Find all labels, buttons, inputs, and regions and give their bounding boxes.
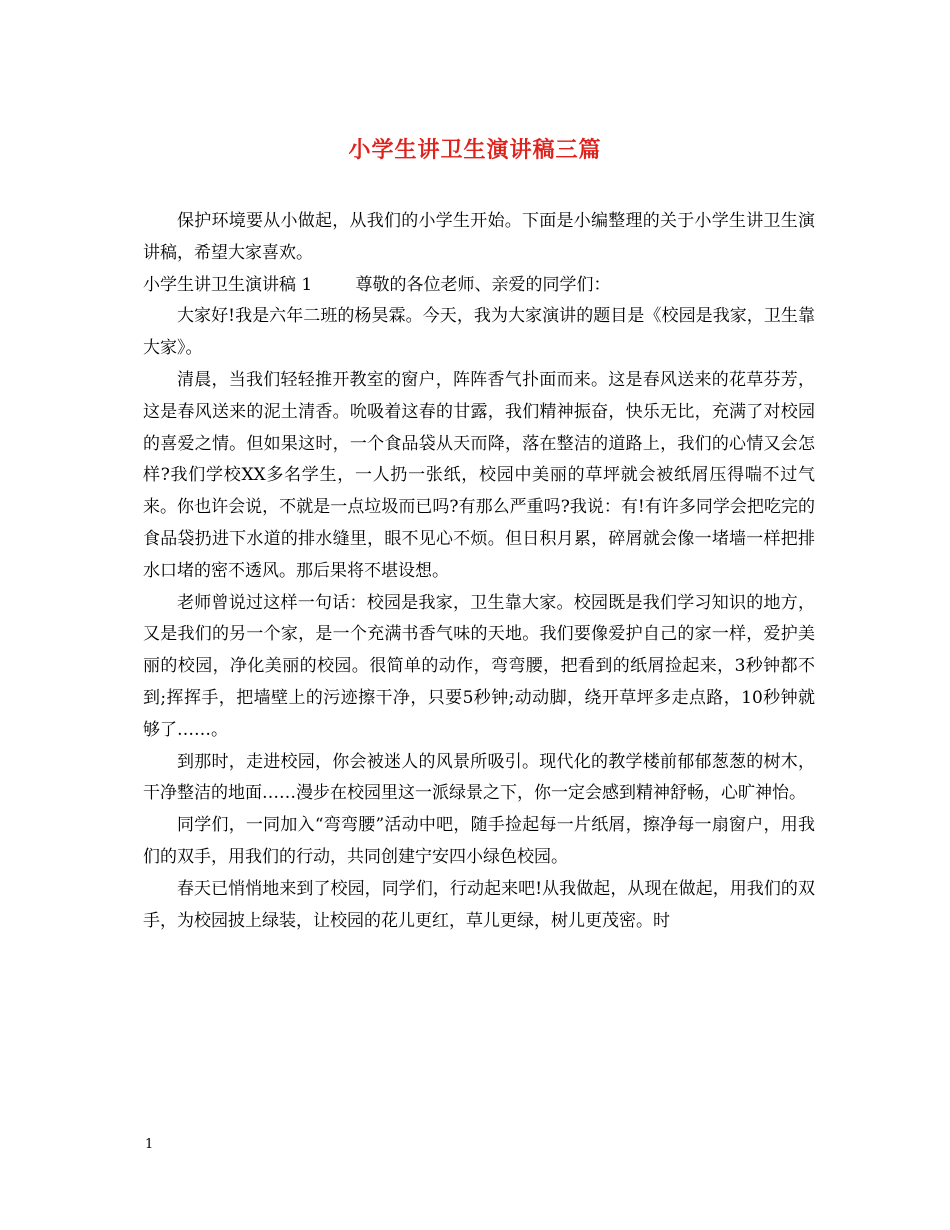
page-number: 1 [145, 1137, 154, 1152]
document-title: 小学生讲卫生演讲稿三篇 [348, 137, 602, 163]
body-paragraph: 清晨，当我们轻轻推开教室的窗户，阵阵香气扑面而来。这是春风送来的花草芬芳，这是春风送来的泥土清香。吮吸着这春的甘露，我们精神振奋，快乐无比，充满了对校园的喜爱之情。但如果这时，一个食品袋从天而降，落在整洁的道路上，我们的心情又会怎样?我们学校XX多名学生，一人扔一张纸，校园中美丽的草坪就会被纸屑压得喘不过气来。你也许会说，不就是一点垃圾而已吗?有那么严重吗?我说：有!有许多同学会把吃完的食品袋扔进下水道的排水缝里，眼不见心不烦。但日积月累，碎屑就会像一堵墙一样把排水口堵的密不透风。那后果将不堪设想。 [143, 369, 815, 581]
document-body [143, 206, 815, 937]
body-paragraph: 老师曾说过这样一句话：校园是我家，卫生靠大家。校园既是我们学习知识的地方，又是我们的另一个家，是一个充满书香气味的天地。我们要像爱护自己的家一样，爱护美丽的校园，净化美丽的校园。很简单的动作，弯弯腰，把看到的纸屑捡起来，3秒钟都不到;挥挥手，把墙壁上的污迹擦干净，只要5秒钟;动动脚，绕开草坪多走点路，10秒钟就够了……。 [143, 592, 815, 740]
body-paragraph: 大家好!我是六年二班的杨昊霖。今天，我为大家演讲的题目是《校园是我家，卫生靠大家》。 [143, 306, 815, 359]
body-paragraph: 到那时，走进校园，你会被迷人的风景所吸引。现代化的教学楼前郁郁葱葱的树木，干净整洁的地面……漫步在校园里这一派绿景之下，你一定会感到精神舒畅，心旷神怡。 [143, 751, 815, 804]
body-paragraph: 同学们，一同加入“弯弯腰”活动中吧，随手捡起每一片纸屑，擦净每一扇窗户，用我们的双手，用我们的行动，共同创建宁安四小绿色校园。 [143, 815, 815, 867]
section-heading: 小学生讲卫生演讲稿 1 尊敬的各位老师、亲爱的同学们： [143, 274, 611, 295]
body-paragraph: 春天已悄悄地来到了校园，同学们，行动起来吧!从我做起，从现在做起，用我们的双手，为校园披上绿装，让校园的花儿更红，草儿更绿，树儿更茂密。时 [143, 878, 815, 931]
intro-paragraph: 保护环境要从小做起，从我们的小学生开始。下面是小编整理的关于小学生讲卫生演讲稿，希望大家喜欢。 [143, 211, 815, 263]
